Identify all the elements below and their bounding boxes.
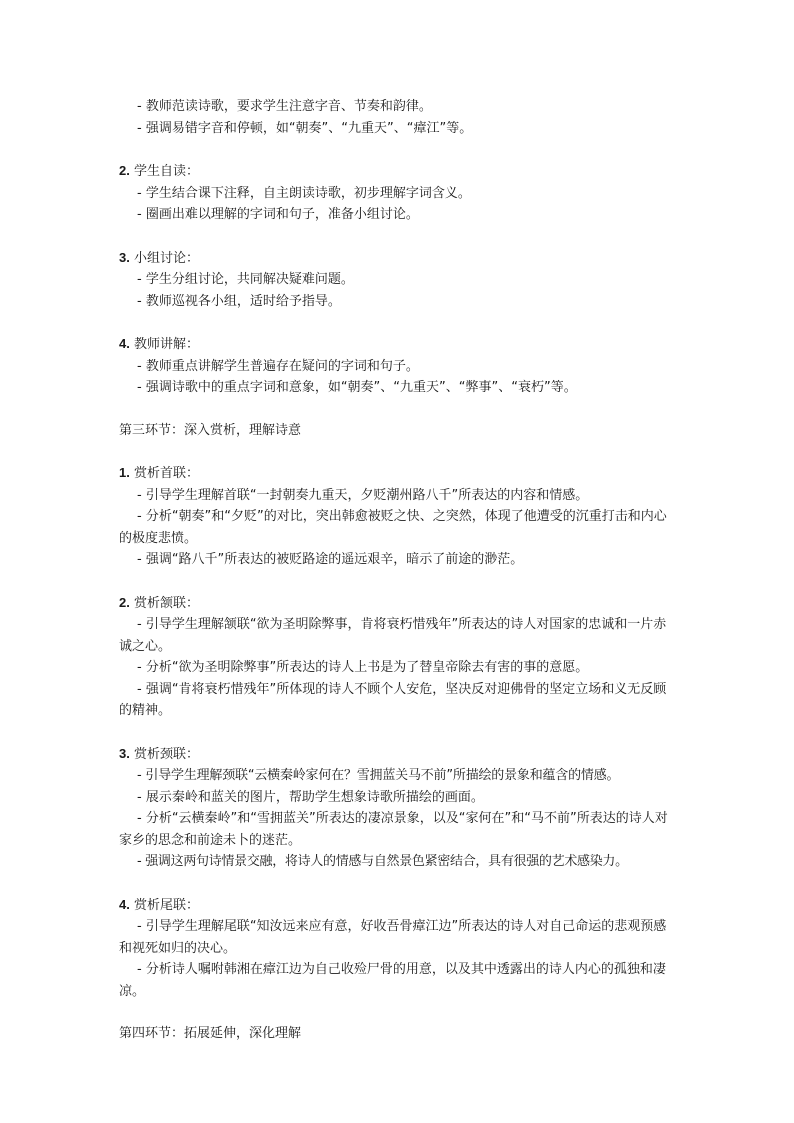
step-number: 3. (119, 249, 130, 265)
step-block (119, 592, 679, 722)
list-item-text: - 引导学生理解颔联“欲为圣明除弊事，肯将衰朽惜残年”所表达的诗人对国家的忠诚和一片赤诚之心。 (119, 617, 667, 654)
list-item-text: - 分析“朝奏”和“夕贬”的对比，突出韩愈被贬之快、之突然，体现了他遭受的沉重打击和内心的极度悲愤。 (119, 509, 667, 546)
list-item: - 学生分组讨论，共同解决疑难问题。 (137, 272, 354, 287)
step-title: 赏析颈联： (133, 746, 199, 762)
list-item-text: - 分析“云横秦岭”和“雪拥蓝关”所表达的凄凉景象，以及“家何在”和“马不前”所表达的诗人对家乡的思念和前途未卜的迷茫。 (119, 811, 668, 848)
list-item: - 引导学生理解颈联“云横秦岭家何在？雪拥蓝关马不前”所描绘的景象和蕴含的情感。 (137, 768, 620, 783)
list-item-text: - 引导学生理解尾联“知汝远来应有意，好收吾骨瘴江边”所表达的诗人对自己命运的悲观预感和视死如归的决心。 (119, 919, 667, 956)
list-item-text: - 强调“肯将衰朽惜残年”所体现的诗人不顾个人安危，坚决反对迎佛骨的坚定立场和义无反顾的精神。 (119, 681, 667, 718)
document-page (119, 96, 679, 1045)
list-item: - 分析“欲为圣明除弊事”所表达的诗人上书是为了替皇帝除去有害的事的意愿。 (137, 660, 589, 675)
step-block (119, 462, 679, 571)
step-number: 4. (119, 336, 130, 351)
list-item-text: - 分析诗人嘱咐韩湘在瘴江边为自己收殓尸骨的用意，以及其中透露出的诗人内心的孤独和凄凉。 (119, 962, 666, 999)
section-heading: 第四环节：拓展延伸，深化理解 (119, 1026, 302, 1041)
step-block (119, 333, 679, 399)
list-item: - 学生结合课下注释，自主朗读诗歌，初步理解字词含义。 (137, 185, 471, 201)
section-heading: 第三环节：深入赏析，理解诗意 (119, 422, 302, 438)
step-number: 2. (119, 163, 130, 178)
step-title: 小组讨论： (133, 250, 199, 266)
list-item (119, 808, 679, 851)
list-item (119, 679, 679, 722)
list-item: - 强调这两句诗情景交融，将诗人的情感与自然景色紧密结合，具有很强的艺术感染力。 (137, 854, 628, 869)
step-title: 学生自读： (133, 164, 199, 179)
step-title: 教师讲解： (133, 337, 199, 352)
step-title: 赏析尾联： (133, 897, 199, 913)
step-number: 2. (119, 594, 130, 610)
list-item (119, 614, 679, 657)
step-number: 1. (119, 465, 130, 480)
list-item: - 强调诗歌中的重点字词和意象，如“朝奏”、“九重天”、“弊事”、“衰朽”等。 (137, 380, 577, 395)
list-item: - 教师重点讲解学生普遍存在疑问的字词和句子。 (137, 358, 419, 374)
step-number: 3. (119, 745, 130, 761)
list-item: - 圈画出难以理解的字词和句子，准备小组讨论。 (137, 207, 419, 222)
step-block (119, 247, 679, 313)
step-block (119, 160, 679, 226)
list-item (119, 916, 679, 959)
step-block (119, 894, 679, 1003)
list-item: - 强调“路八千”所表达的被贬路途的遥远艰辛，暗示了前途的渺茫。 (137, 552, 524, 567)
step-number: 4. (119, 896, 130, 912)
list-item: - 引导学生理解首联“一封朝奏九重天，夕贬潮州路八千”所表达的内容和情感。 (137, 487, 589, 503)
list-item: - 强调易错字音和停顿，如“朝奏”、“九重天”、“瘴江”等。 (137, 120, 473, 136)
intro-list (119, 96, 679, 139)
step-block (119, 743, 679, 873)
step-title: 赏析首联： (133, 466, 199, 481)
list-item: - 展示秦岭和蓝关的图片，帮助学生想象诗歌所描绘的画面。 (137, 789, 484, 805)
list-item (119, 959, 679, 1002)
list-item (119, 506, 679, 549)
list-item: - 教师巡视各小组，适时给予指导。 (137, 293, 341, 309)
list-item: - 教师范读诗歌，要求学生注意字音、节奏和韵律。 (137, 99, 432, 114)
step-title: 赏析颔联： (133, 595, 199, 611)
